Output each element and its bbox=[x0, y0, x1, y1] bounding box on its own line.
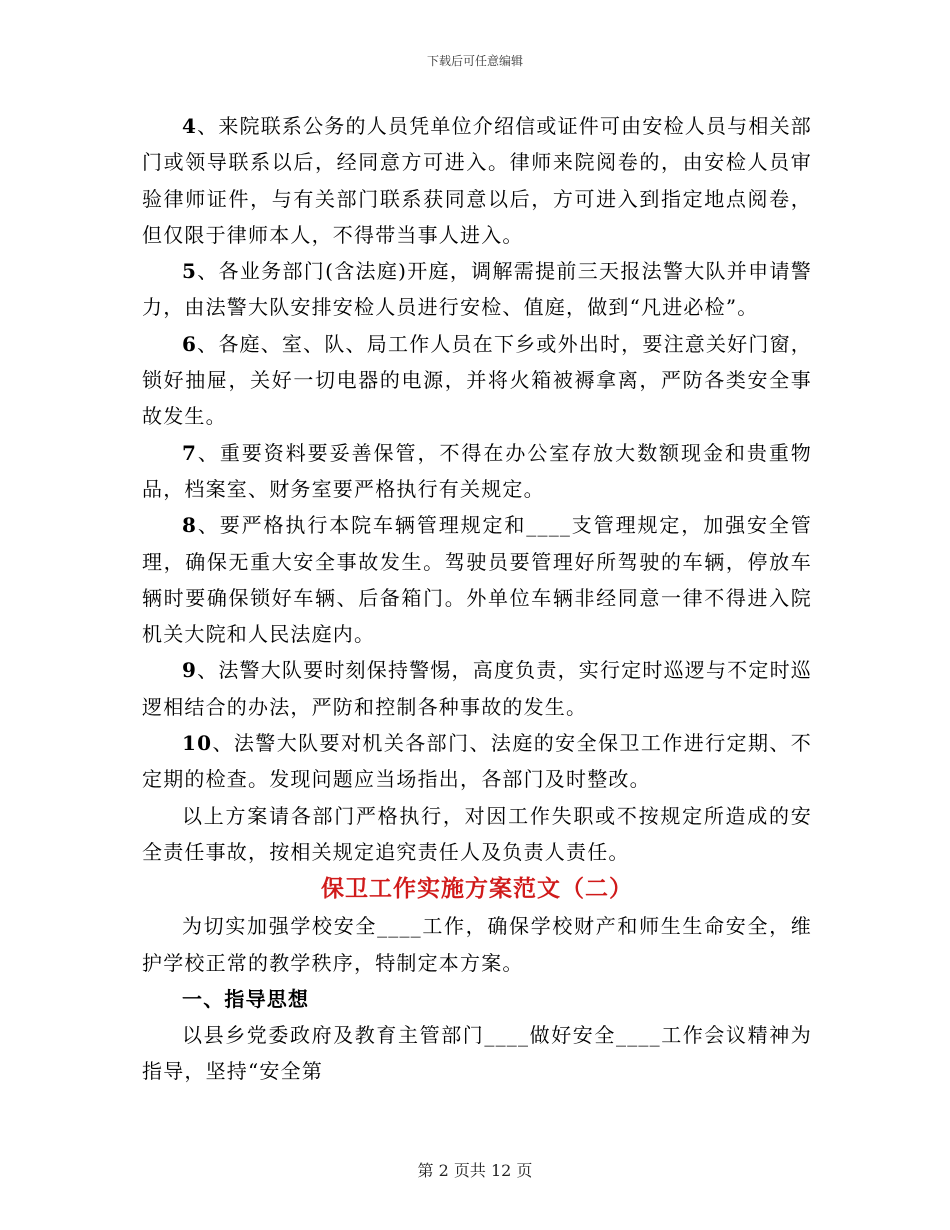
item-number: 5 bbox=[182, 259, 198, 284]
item-number: 6 bbox=[182, 331, 198, 356]
item-number: 7 bbox=[182, 440, 198, 465]
list-item-7 bbox=[142, 435, 812, 508]
item-text: 、法警大队要对机关各部门、法庭的安全保卫工作进行定期、不定期的检查。发现问题应当场指出，各部门及时整改。 bbox=[142, 731, 812, 792]
list-item-6 bbox=[142, 326, 812, 435]
section-title: 保卫工作实施方案范文（二） bbox=[321, 875, 633, 903]
list-item-4 bbox=[142, 108, 812, 253]
item-text: 、要严格执行本院车辆管理规定和____支管理规定，加强安全管理，确保无重大安全事故发生。驾驶员要管理好所驾驶的车辆，停放车辆时要确保锁好车辆、后备箱门。外单位车辆非经同意一律不得进入院机关大院和人民法庭内。 bbox=[142, 513, 812, 647]
item-text: 、各庭、室、队、局工作人员在下乡或外出时，要注意关好门窗，锁好抽屉，关好一切电器的电源，并将火箱被褥拿离，严防各类安全事故发生。 bbox=[142, 331, 812, 429]
item-number: 10 bbox=[182, 731, 213, 756]
item-text: 、各业务部门(含法庭)开庭，调解需提前三天报法警大队并申请警力，由法警大队安排安检人员进行安检、值庭，做到“凡进必检”。 bbox=[142, 259, 812, 320]
item-text: 、来院联系公务的人员凭单位介绍信或证件可由安检人员与相关部门或领导联系以后，经同意方可进入。律师来院阅卷的，由安检人员审验律师证件，与有关部门联系获同意以后，方可进入到指定地点阅卷，但仅限于律师本人，不得带当事人进入。 bbox=[142, 114, 812, 247]
closing-paragraph: 以上方案请各部门严格执行，对因工作失职或不按规定所造成的安全责任事故，按相关规定追究责任人及负责人责任。 bbox=[142, 803, 812, 864]
page-number: 第 2 页共 12 页 bbox=[417, 1161, 533, 1180]
item-text: 、法警大队要时刻保持警惕，高度负责，实行定时巡逻与不定时巡逻相结合的办法，严防和控制各种事故的发生。 bbox=[142, 658, 812, 719]
intro-paragraph: 为切实加强学校安全____工作，确保学校财产和师生生命安全，维护学校正常的教学秩序，特制定本方案。 bbox=[142, 914, 812, 975]
list-item-10 bbox=[142, 725, 812, 798]
sub-heading: 一、指导思想 bbox=[182, 986, 310, 1011]
item-number: 9 bbox=[182, 658, 198, 683]
guide-paragraph: 以县乡党委政府及教育主管部门____做好安全____工作会议精神为指导，坚持“安全第 bbox=[142, 1023, 812, 1084]
document-body bbox=[142, 108, 812, 1090]
item-text: 、重要资料要妥善保管，不得在办公室存放大数额现金和贵重物品，档案室、财务室要严格执行有关规定。 bbox=[142, 440, 812, 501]
item-number: 8 bbox=[182, 513, 198, 538]
item-number: 4 bbox=[182, 114, 198, 138]
list-item-5 bbox=[142, 253, 812, 326]
list-item-9 bbox=[142, 652, 812, 725]
page-header-note: 下载后可任意编辑 bbox=[426, 54, 523, 68]
list-item-8 bbox=[142, 507, 812, 652]
